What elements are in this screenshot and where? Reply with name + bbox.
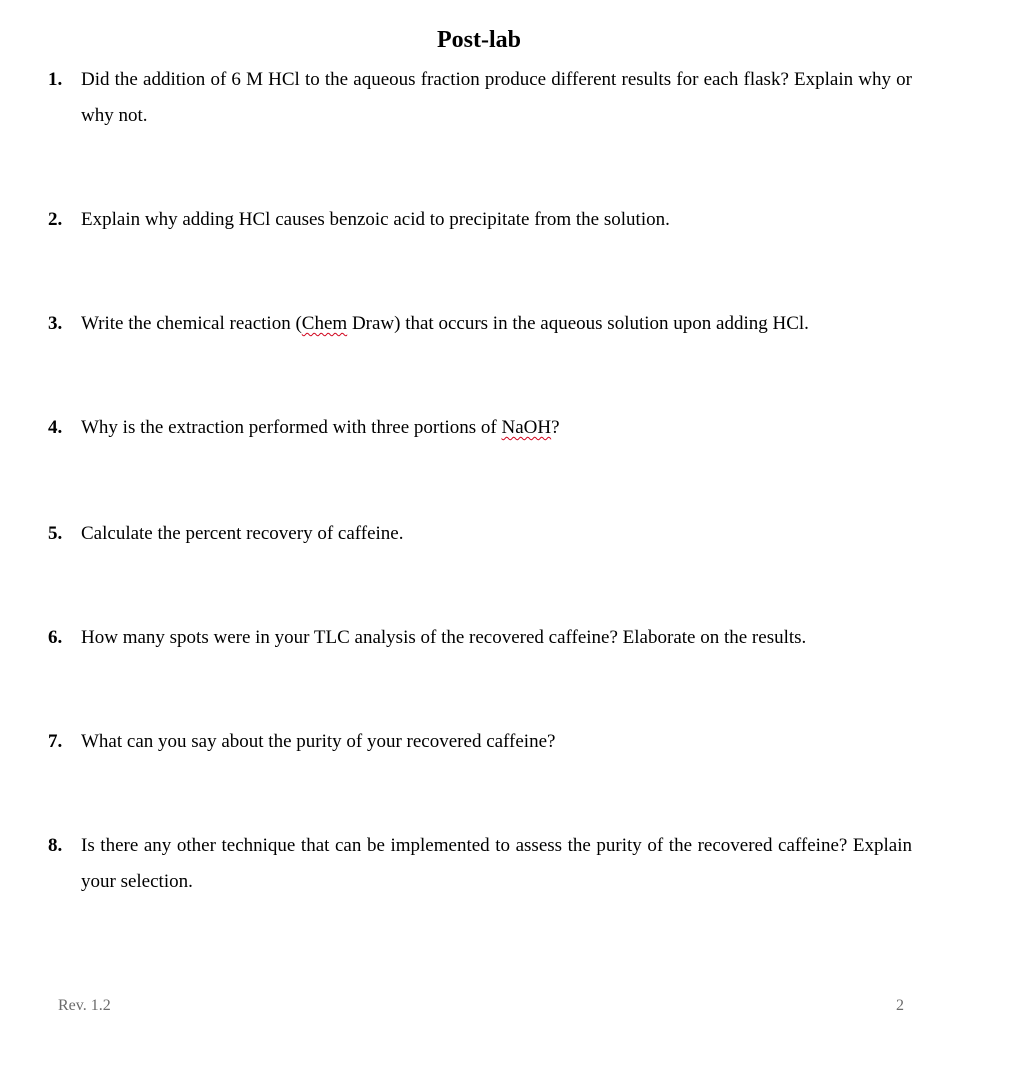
question-6	[48, 620, 912, 656]
question-text-part: ?	[551, 417, 560, 438]
question-text-part: Write the chemical reaction (	[81, 313, 302, 334]
question-2	[48, 202, 912, 238]
question-number: 1.	[48, 69, 63, 90]
question-number: 8.	[48, 835, 63, 856]
spellcheck-flagged-word: NaOH	[501, 417, 552, 438]
footer-revision: Rev. 1.2	[58, 997, 111, 1014]
question-5	[48, 516, 912, 552]
question-text: What can you say about the purity of your recovered caffeine?	[81, 731, 556, 752]
question-7	[48, 724, 912, 760]
question-text-part: Draw) that occurs in the aqueous solution upon adding HCl.	[347, 313, 809, 334]
question-text: Calculate the percent recovery of caffeine.	[81, 523, 404, 544]
question-number: 5.	[48, 523, 63, 544]
question-4	[48, 410, 912, 446]
question-text: Is there any other technique that can be implemented to assess the purity of the recovered caffeine? Explain your selection.	[81, 835, 912, 892]
question-text: How many spots were in your TLC analysis of the recovered caffeine? Elaborate on the results.	[81, 627, 807, 648]
footer-page-number: 2	[896, 997, 904, 1014]
question-text	[81, 306, 912, 342]
question-8	[48, 828, 912, 900]
question-text-part: Why is the extraction performed with three portions of	[81, 417, 502, 438]
question-number: 7.	[48, 731, 63, 752]
question-number: 4.	[48, 417, 63, 438]
question-number: 2.	[48, 209, 63, 230]
question-1	[48, 62, 912, 134]
question-3	[48, 306, 912, 342]
spellcheck-flagged-word: Chem	[301, 313, 348, 334]
question-text: Did the addition of 6 M HCl to the aqueous fraction produce different results for each flask? Explain why or why not.	[81, 69, 912, 126]
page-title: Post-lab	[437, 27, 521, 53]
question-number: 6.	[48, 627, 63, 648]
question-text: Explain why adding HCl causes benzoic acid to precipitate from the solution.	[81, 209, 670, 230]
question-text	[81, 410, 912, 446]
question-number: 3.	[48, 313, 63, 334]
